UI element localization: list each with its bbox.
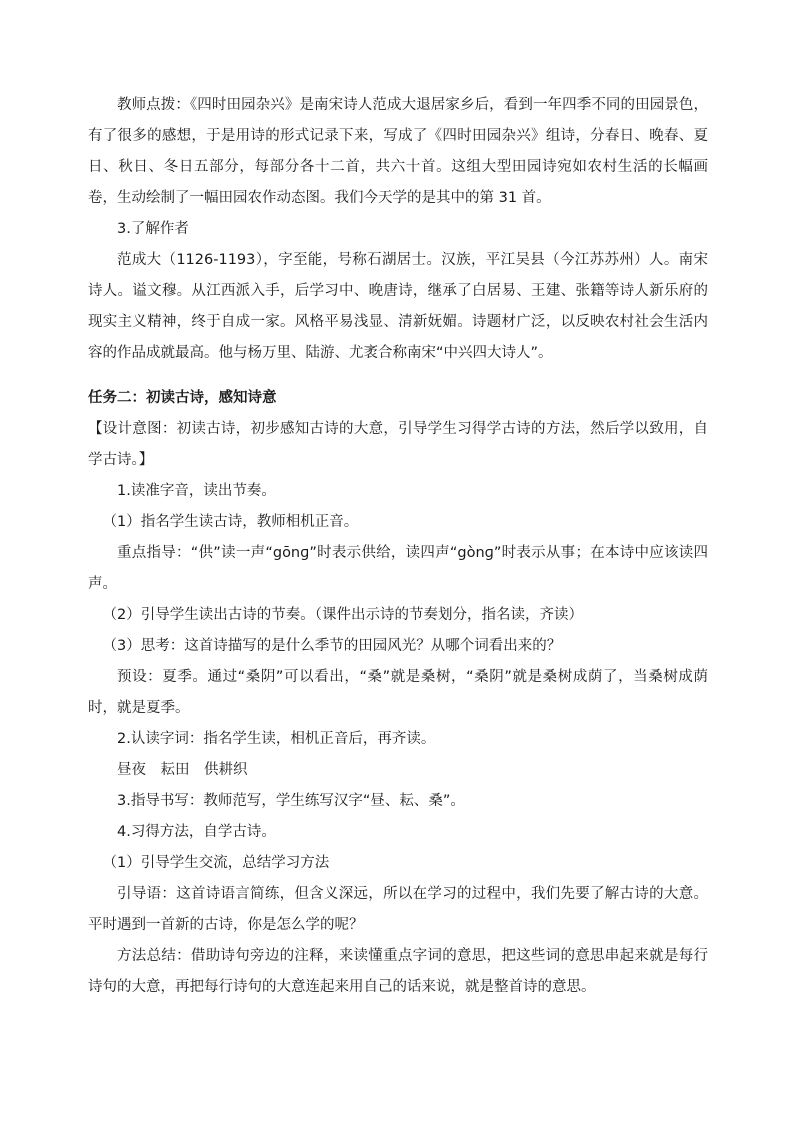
step4: 4.习得方法，自学古诗。	[117, 824, 276, 840]
guide-words: 引导语：这首诗语言简练，但含义深远，所以在学习的过程中，我们先要了解古诗的大意。平时遇到一首新的古诗，你是怎么学的呢？	[88, 886, 708, 933]
step3: 3.指导书写：教师范写，学生练写汉字“昼、耘、桑”。	[117, 793, 465, 809]
design-intent: 【设计意图：初读古诗，初步感知古诗的大意，引导学生习得学古诗的方法，然后学以致用，自学古诗。】	[88, 421, 708, 468]
key-guidance: 重点指导：“供”读一声“gōnɡ”时表示供给，读四声“gònɡ”时表示从事；在本诗中应该读四声。	[88, 545, 708, 592]
step1-2: （2）引导学生读出古诗的节奏。（课件出示诗的节奏划分，指名读，齐读）	[102, 607, 583, 623]
intro-paragraph: 教师点拨：《四时田园杂兴》是南宋诗人范成大退居家乡后，看到一年四季不同的田园景色，有了很多的感想，于是用诗的形式记录下来，写成了《四时田园杂兴》组诗，分春日、晚春、夏日、秋日、冬日五部分，每部分各十二首，共六十首。这组大型田园诗宛如农村生活的长幅画卷，生动绘制了一幅田园农作动态图。我们今天学的是其中的第 31 首。	[88, 97, 708, 206]
about-author-title: 3.了解作者	[117, 221, 189, 237]
word-list: 昼夜 耘田 供耕织	[117, 762, 248, 778]
step1: 1.读准字音，读出节奏。	[117, 483, 276, 499]
step1-1: （1）指名学生读古诗，教师相机正音。	[102, 514, 359, 530]
method-summary: 方法总结：借助诗句旁边的注释，来读懂重点字词的意思，把这些词的意思串起来就是每行诗句的大意，再把每行诗句的大意连起来用自己的话来说，就是整首诗的意思。	[88, 948, 708, 995]
step1-3: （3）思考：这首诗描写的是什么季节的田园风光？从哪个词看出来的？	[102, 638, 562, 654]
step2: 2.认读字词：指名学生读，相机正音后，再齐读。	[117, 731, 436, 747]
task2-heading: 任务二：初读古诗，感知诗意	[88, 390, 277, 406]
document-body	[88, 90, 708, 1003]
step4-1: （1）引导学生交流，总结学习方法	[102, 855, 330, 871]
preset-answer: 预设：夏季。通过“桑阴”可以看出，“桑”就是桑树，“桑阴”就是桑树成荫了，当桑树成荫时，就是夏季。	[88, 669, 708, 716]
about-author-paragraph: 范成大（1126-1193），字至能，号称石湖居士。汉族，平江吴县（今江苏苏州）人。南宋诗人。谥文穆。从江西派入手，后学习中、晚唐诗，继承了白居易、王建、张籍等诗人新乐府的现实主义精神，终于自成一家。风格平易浅显、清新妩媚。诗题材广泛，以反映农村社会生活内容的作品成就最高。他与杨万里、陆游、尤袤合称南宋“中兴四大诗人”。	[88, 252, 708, 361]
